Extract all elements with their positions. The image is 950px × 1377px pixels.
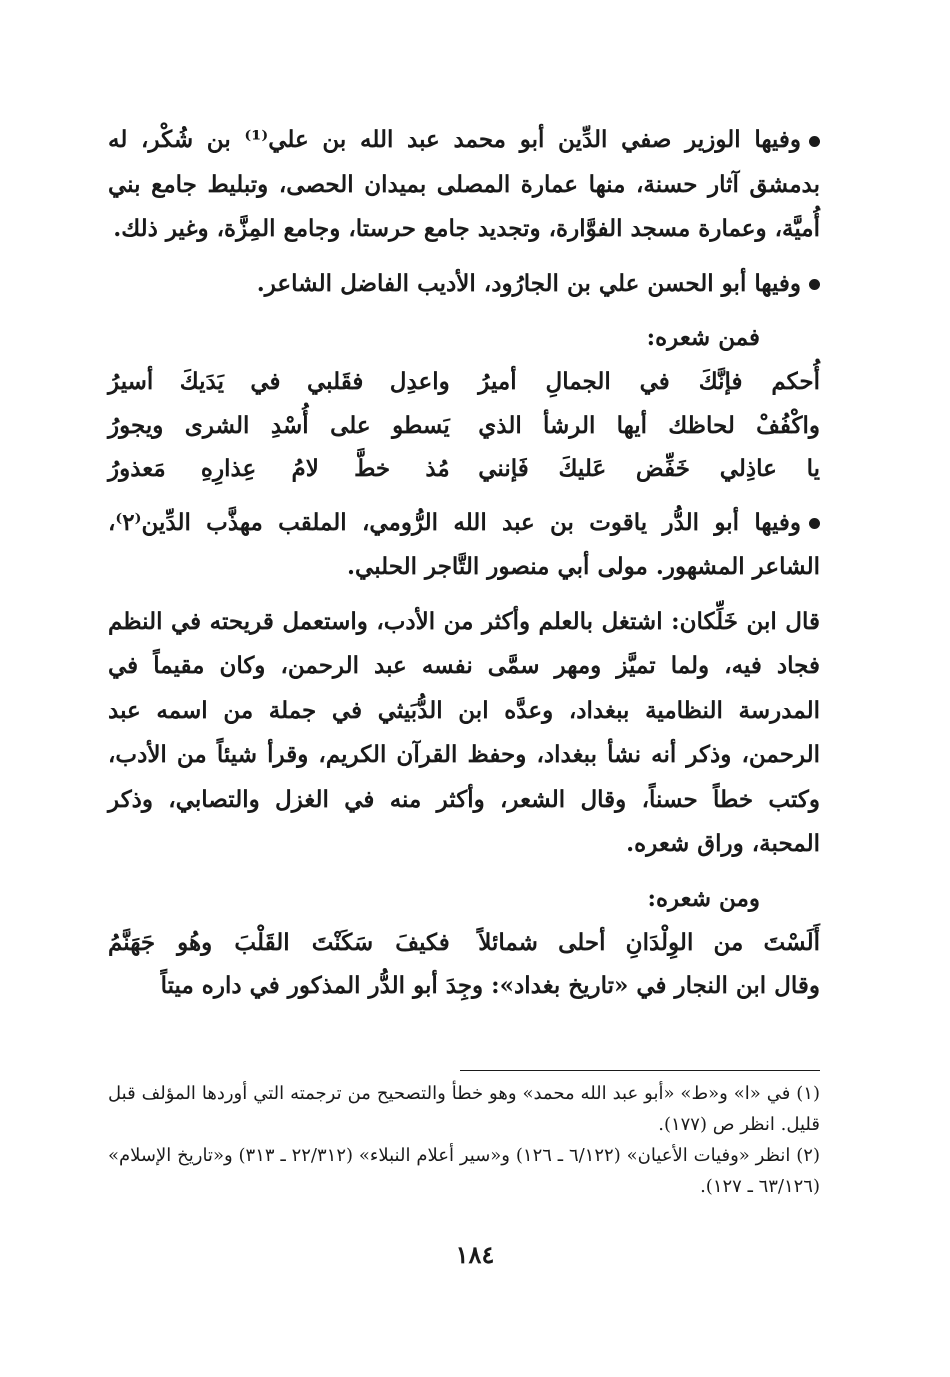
verse-line [108, 404, 820, 448]
footnote-divider [460, 1070, 820, 1071]
paragraph-2-text: وفيها أبو الحسن علي بن الجارُود، الأديب الفاضل الشاعر. [256, 269, 801, 297]
paragraph-2 [108, 262, 820, 307]
hemistich-first: واكْفُفْ لحاظك أيها الرشأ الذي [478, 411, 820, 439]
poem-intro-2: ومن شعره: [647, 884, 760, 912]
hemistich-first: أُحكم فإنَّكَ في الجمالِ أميرُ [478, 368, 820, 395]
verse-line [108, 921, 820, 965]
paragraph-1-text: وفيها الوزير صفي الدِّين أبو محمد عبد الله بن علي⁽¹⁾ بن شُكْر، له بدمشق آثار حسنة، منها عمارة المصلى بميدان الحصى، وتبليط جامع بني أُميَّة، وعمارة مسجد الفوَّارة، وتجديد جامع حرستا، وجامع المِزَّة، وغير ذلك. [108, 126, 820, 242]
bullet-icon [809, 279, 820, 290]
hemistich-second: واعدِل فقَلبي في يَدَيكَ أسيرُ [108, 368, 450, 395]
page-number: ١٨٤ [455, 1240, 495, 1269]
bullet-icon [809, 518, 820, 529]
paragraph-3 [108, 501, 820, 590]
footnotes [108, 1078, 820, 1202]
hemistich-first: يا عاذِلي خَفِّض عَليكَ فَإنني [478, 455, 820, 482]
footnote-1: (١) في «ا» و«ط» «أبو عبد الله محمد» وهو خطأ والتصحيح من ترجمته التي أوردها المؤلف قبل قليل. انظر ص (١٧٧). [108, 1083, 820, 1135]
hemistich-second: مُذ خطَّ لامُ عِذارِهِ مَعذورُ [108, 455, 450, 482]
paragraph-3-text: وفيها أبو الدُّر ياقوت بن عبد الله الرُّومي، الملقب مهذَّب الدِّين⁽٢⁾، الشاعر المشهور. مولى أبي منصور التَّاجر الحلبي. [108, 508, 820, 580]
paragraph-4: قال ابن خَلِّكان: اشتغل بالعلم وأكثر من الأدب، واستعمل قريحته في النظم فجاد فيه، ولما تميَّز ومهر سمَّى نفسه عبد الرحمن، وكان مقيماً في المدرسة النظامية ببغداد، وعدَّه ابن الدُّبَيثي في جملة من اسمه عبد الرحمن، وذكر أنه نشأ ببغداد، وحفظ القرآن الكريم، وقرأ شيئاً من الأدب، وكتب خطاً حسناً، وقال الشعر، وأكثر منه في الغزل والتصابي، وذكر المحبة، وراق شعره. [108, 607, 820, 857]
hemistich-second: يَسطو على أُسْدِ الشرى ويجورُ [108, 411, 450, 439]
poem-1 [108, 360, 820, 491]
verse-line [108, 360, 820, 404]
hemistich-second: فكيفَ سَكَنْتَ القَلْبَ وهُو جَهَنَّمُ [108, 928, 450, 956]
paragraph-5: وقال ابن النجار في «تاريخ بغداد»: وجِدَ أبو الدُّر المذكور في داره ميتاً [160, 972, 820, 999]
verse-line [108, 447, 820, 491]
paragraph-1 [108, 118, 820, 252]
hemistich-first: أَلَسْتَ من الوِلْدَانِ أحلى شمائلاً [478, 928, 820, 956]
poem-2 [108, 921, 820, 965]
bullet-icon [809, 136, 820, 147]
footnote-2: (٢) انظر «وفيات الأعيان» (٦/١٢٢ ـ ١٢٦) و«سير أعلام النبلاء» (٢٢/٣١٢ ـ ٣١٣) و«تاريخ الإسلام» (٦٣/١٢٦ ـ ١٢٧). [108, 1145, 820, 1197]
poem-intro-1: فمن شعره: [646, 324, 760, 351]
main-text [108, 118, 820, 1009]
